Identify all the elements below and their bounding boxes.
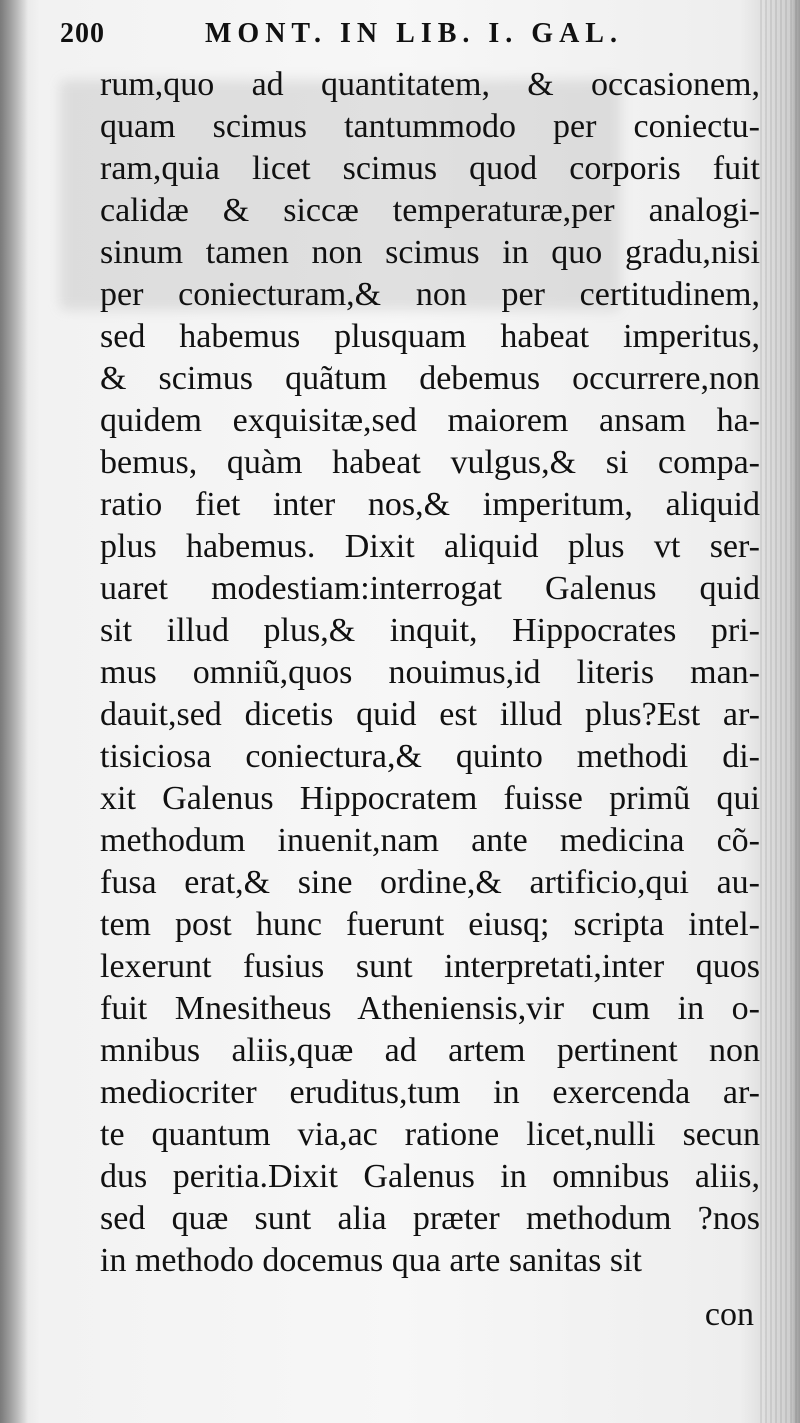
text-line: in methodo docemus qua arte sanitas sit: [100, 1242, 642, 1279]
text-line: xit Galenus Hippocratem fuisse primũ qui: [100, 780, 760, 817]
text-line: plus habemus. Dixit aliquid plus vt ser-: [100, 528, 760, 565]
text-line: methodum inuenit,nam ante medicina cõ-: [100, 822, 760, 859]
page-number: 200: [60, 18, 105, 49]
body-text: [100, 64, 760, 1282]
text-line: dauit,sed dicetis quid est illud plus?Est ar-: [100, 696, 760, 733]
text-line: te quantum via,ac ratione licet,nulli secun: [100, 1116, 760, 1153]
text-line: quam scimus tantummodo per coniectu-: [100, 108, 760, 145]
running-title: MONT. IN LIB. I. GAL.: [205, 18, 623, 49]
text-line: sit illud plus,& inquit, Hippocrates pri-: [100, 612, 760, 649]
running-header: [60, 14, 760, 54]
text-line: lexerunt fusius sunt interpretati,inter quos: [100, 948, 760, 985]
text-line: calidæ & siccæ temperaturæ,per analogi-: [100, 192, 760, 229]
gutter-shadow: [0, 0, 28, 1423]
text-line: ram,quia licet scimus quod corporis fuit: [100, 150, 760, 187]
text-line: mediocriter eruditus,tum in exercenda ar-: [100, 1074, 760, 1111]
text-line: mus omniũ,quos nouimus,id literis man-: [100, 654, 760, 691]
text-line: sinum tamen non scimus in quo gradu,nisi: [100, 234, 760, 271]
text-line: fusa erat,& sine ordine,& artificio,qui au-: [100, 864, 760, 901]
text-line: & scimus quãtum debemus occurrere,non: [100, 360, 760, 397]
text-line: ratio fiet inter nos,& imperitum, aliquid: [100, 486, 760, 523]
text-line: tisiciosa coniectura,& quinto methodi di-: [100, 738, 760, 775]
text-line: rum,quo ad quantitatem, & occasionem,: [100, 66, 760, 103]
text-line: sed quæ sunt alia præter methodum ?nos: [100, 1200, 760, 1237]
text-line: dus peritia.Dixit Galenus in omnibus aliis,: [100, 1158, 760, 1195]
text-line: bemus, quàm habeat vulgus,& si compa-: [100, 444, 760, 481]
text-line: tem post hunc fuerunt eiusq; scripta intel-: [100, 906, 760, 943]
text-line: per coniecturam,& non per certitudinem,: [100, 276, 760, 313]
text-line: mnibus aliis,quæ ad artem pertinent non: [100, 1032, 760, 1069]
text-line: sed habemus plusquam habeat imperitus,: [100, 318, 760, 355]
text-line: quidem exquisitæ,sed maiorem ansam ha-: [100, 402, 760, 439]
page-edge: [760, 0, 800, 1423]
catchword: con: [704, 1296, 754, 1333]
text-line: uaret modestiam:interrogat Galenus quid: [100, 570, 760, 607]
text-line: fuit Mnesitheus Atheniensis,vir cum in o-: [100, 990, 760, 1027]
